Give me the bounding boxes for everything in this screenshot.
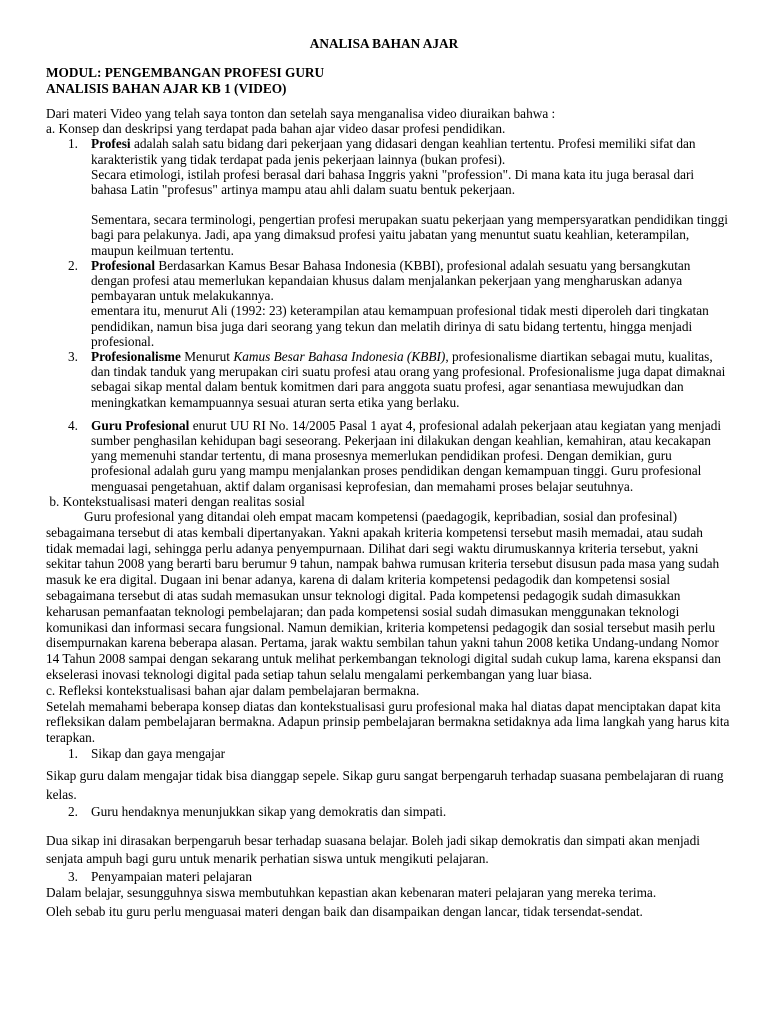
module-title: MODUL: PENGEMBANGAN PROFESI GURU (46, 65, 325, 80)
list-item (46, 258, 731, 349)
step-label: Guru hendaknya menunjukkan sikap yang demokratis dan simpati. (91, 804, 447, 820)
item-text: Secara etimologi, istilah profesi berasal dari bahasa Inggris yakni "profession". Di mana kata itu juga berasal dari bahasa Latin "profesus" artinya mampu atau ahli dalam suatu bentuk pekerjaan. (91, 166, 695, 198)
section-c-paragraph: Setelah memahami beberapa konsep diatas dan kontekstualisasi guru profesional maka hal diatas dapat menciptakan dapat kita refleksikan dalam pembelajaran bermakna. Adapun prinsip pembelajaran bermakna setidaknya ada lima langkah yang harus kita terapkan. (46, 698, 730, 746)
list-item: 3. Profesionalisme Menurut Kamus Besar Bahasa Indonesia (KBBI), profesionalisme diartikan sebagai mutu, kualitas, dan tindak tanduk yang merupakan ciri suatu profesi atau orang yang profesional. Profesionalisme juga dapat dimaknai sebagai sikap mental dalam bentuk komitmen dari para anggota suatu profesi, agar senantiasa mewujudkan dan meningkatkan kemampuannya sesuai aturan serta etika yang berlaku. (68, 349, 726, 410)
item-text: ementara itu, menurut Ali (1992: 23) keterampilan atau kemampuan profesional tidak mesti diperoleh dari tingkatan pendidikan, namun bisa juga dari seorang yang tekun dan melatih dirinya di satu bidang tertentu, hingga menjadi profesional. (91, 303, 709, 349)
item-text: Sementara, secara terminologi, pengertian profesi merupakan suatu pekerjaan yang mempersyaratkan pendidikan tinggi bagi para pelakunya. Jadi, apa yang dimaksud profesi yaitu jabatan yang menuntut suatu keahlian, keterampilan, maupun keilmuan tertentu. (91, 212, 728, 258)
list-item (46, 804, 731, 819)
list-number: 1. (68, 746, 78, 762)
item-text: adalah salah satu bidang dari pekerjaan yang didasari dengan keahlian tertentu. Profesi memiliki sifat dan karakteristik yang tidak terdapat pada jenis pekerjaan lainnya (bukan profesi). (91, 136, 696, 167)
list-number: 2. (68, 804, 78, 820)
section-c-heading: c. Refleksi kontekstualisasi bahan ajar dalam pembelajaran bermakna. (46, 682, 420, 698)
term-profesionalisme: Profesionalisme (91, 349, 181, 365)
section-b-paragraph: Guru profesional yang ditandai oleh empat macam kompetensi (paedagogik, kepribadian, sosial dan profesinal) sebagaimana tersebut di atas kembali dipertanyakan. Yakni apakah kriteria kompetensi tersebut masih memadai, atau sudah tidak memadai lagi, sehingga perlu adanya penyempurnaan. Dilihat dari segi waktu dirumuskannya kriteria tersebut, yakni sekitar tahun 2008 yang berarti baru berumur 9 tahun, nampak bahwa rumusan kriteria tersebut disusun pada masa yang sudah masuk ke era digital. Dugaan ini benar adanya, karena di dalam kriteria kompetensi pedagodik dan kompetensi sosial sebagaimana tersebut di atas sudah memasukan unsur teknologi digital. Pada kompetensi pedagogik sudah dimasukkan keharusan pemanfaatan teknologi pembelajaran; dan pada kompetensi sosial sudah dimasukan menggunakan teknologi komunikasi dan informasi secara fungsional. Namun demikian, kriteria kompetensi pedagogik dan sosial tersebut masih perlu disempurnakan karena beberapa alasan. Pertama, jarak waktu sembilan tahun yakni tahun 2008 ketika Undang-undang Nomor 14 Tahun 2008 sampai dengan sekarang untuk melihat perkembangan teknologi digital sudah cukup lama, karena ekspansi dan ekselerasi inovasi teknologi digital pada setiap tahun selalu mengalami perkembangan yang luar biasa. (46, 509, 721, 683)
section-b-heading: b. Kontekstualisasi materi dengan realitas sosial (46, 493, 305, 509)
step-description: Dalam belajar, sesungguhnya siswa membutuhkan kepastian akan kebenaran materi pelajaran yang mereka terima. (46, 885, 657, 901)
list-item (46, 136, 731, 257)
step-description: Oleh sebab itu guru perlu menguasai materi dengan baik dan disampaikan dengan lancar, tidak tersendat-sendat. (46, 903, 643, 919)
item-text: Berdasarkan Kamus Besar Bahasa Indonesia (KBBI), profesional adalah sesuatu yang bersangkutan dengan profesi atau memerlukan kepandaian khusus dalam menjalankan pekerjaan yang mengharuskan adanya pembayaran untuk melakukannya. (91, 257, 691, 304)
kbbi-reference: Kamus Besar Bahasa Indonesia (KBBI) (233, 349, 446, 365)
list-number: 1. (68, 136, 78, 152)
list-item (46, 418, 731, 494)
list-item (46, 869, 731, 884)
step-description: Dua sikap ini dirasakan berpengaruh besar terhadap suasana belajar. Boleh jadi sikap demokratis dan simpati akan menjadi senjata ampuh bagi guru untuk menarik perhatian siswa untuk mengikuti pelajaran. (46, 832, 700, 867)
module-subtitle: ANALISIS BAHAN AJAR KB 1 (VIDEO) (46, 80, 287, 96)
list-number: 4. (68, 417, 78, 433)
list-number: 3. (68, 349, 78, 365)
list-number: 3. (68, 868, 78, 884)
step-label: Sikap dan gaya mengajar (91, 746, 226, 762)
intro-paragraph: Dari materi Video yang telah saya tonton dan setelah saya menganalisa video diuraikan bahwa : (46, 106, 556, 121)
document-body (46, 106, 731, 921)
document-title: ANALISA BAHAN AJAR (309, 36, 459, 51)
item-text: , profesionalisme diartikan sebagai mutu, kualitas, dan tindak tanduk yang merupakan ciri suatu profesi atau orang yang profesional. Profesionalisme juga dapat dimaknai sebagai sikap mental dalam bentuk komitmen dari para anggota suatu profesi, agar senantiasa mewujudkan dan meningkatkan kemampuannya sesuai aturan serta etika yang berlaku. (91, 349, 726, 410)
module-heading (46, 65, 726, 96)
item-text: enurut UU RI No. 14/2005 Pasal 1 ayat 4, profesional adalah pekerjaan atau kegiatan yang menjadi sumber penghasilan kehidupan bagi seseorang. Pekerjaan ini dilakukan dengan keahlian, kemahiran, atau kecakapan yang memenuhi standar tertentu, di mana prosesnya memerlukan pendidikan profesi. Dengan demikian, guru profesional adalah guru yang mampu menjalankan proses pendidikan dengan kemampuan tinggi. Guru profesional menguasai pengetahuan, aktif dalam organisasi keprofesian, dan memahami proses belajar seutuhnya. (91, 417, 722, 494)
term-guru-profesional: Guru Profesional (91, 417, 190, 433)
list-item (46, 746, 731, 761)
step-description: Sikap guru dalam mengajar tidak bisa dianggap sepele. Sikap guru sangat berpengaruh terhadap suasana pembelajaran di ruang kelas. (46, 768, 724, 802)
list-number: 2. (68, 257, 78, 273)
term-profesional: Profesional (91, 257, 156, 273)
section-a-heading: a. Konsep dan deskripsi yang terdapat pada bahan ajar video dasar profesi pendidikan. (46, 121, 506, 137)
step-label: Penyampaian materi pelajaran (91, 868, 252, 884)
term-profesi: Profesi (91, 136, 131, 152)
